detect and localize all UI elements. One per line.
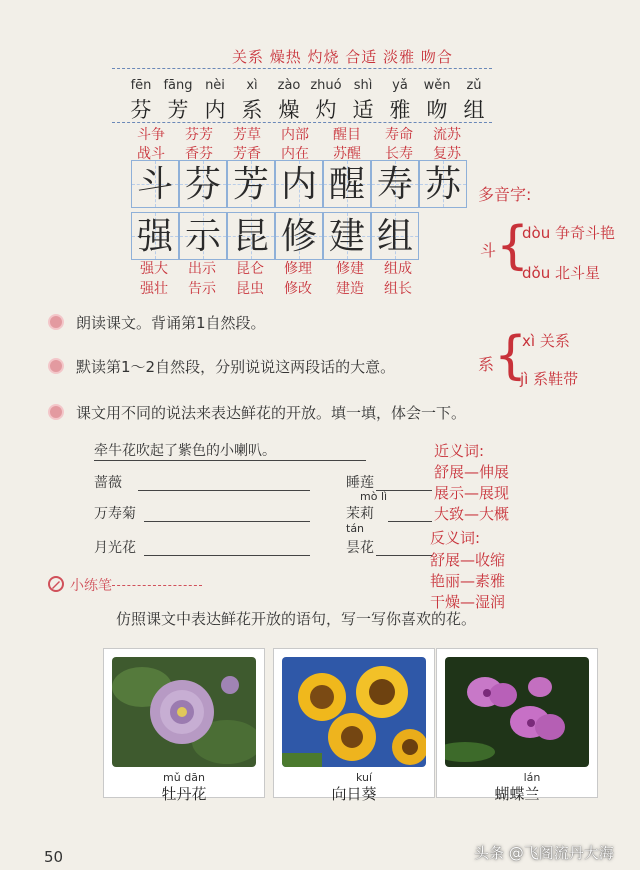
pinyin: yǎ bbox=[392, 78, 408, 93]
writing-grid-row-1 bbox=[131, 160, 471, 210]
word: 寿命 bbox=[385, 127, 413, 143]
fill-label-moli: 茉莉 bbox=[346, 506, 374, 522]
word: 组长 bbox=[384, 281, 412, 297]
word: 芬芳 bbox=[185, 127, 213, 143]
task-bullet-icon bbox=[48, 358, 64, 374]
fill-label-yueguanghua: 月光花 bbox=[94, 540, 136, 556]
pinyin-divider bbox=[112, 122, 492, 123]
character: 内 bbox=[204, 98, 226, 122]
grid-cell: 斗 bbox=[131, 160, 179, 208]
brace-icon: { bbox=[496, 216, 530, 276]
flower-card-peony bbox=[103, 648, 265, 803]
blank-line[interactable] bbox=[376, 555, 432, 556]
character: 组 bbox=[463, 98, 485, 122]
writing-grid-row-2 bbox=[131, 212, 431, 262]
word: 昆虫 bbox=[236, 281, 264, 297]
fill-example: 牵牛花吹起了紫色的小喇叭。 bbox=[94, 443, 276, 459]
practice-divider bbox=[112, 585, 202, 586]
word: 复苏 bbox=[433, 146, 461, 162]
practice-instruction: 仿照课文中表达鲜花开放的语句，写一写你喜欢的花。 bbox=[116, 610, 477, 628]
antonym-item: 艳丽—素雅 bbox=[430, 572, 506, 590]
character: 芳 bbox=[167, 98, 189, 122]
grid-cell: 强 bbox=[131, 212, 179, 260]
orchid-photo bbox=[445, 657, 589, 767]
word: 修理 bbox=[284, 261, 312, 277]
pencil-icon bbox=[48, 576, 64, 592]
fill-label-wanshouju: 万寿菊 bbox=[94, 506, 136, 522]
grid-cell: 芳 bbox=[227, 160, 275, 208]
flower-name: 牡丹花 bbox=[161, 785, 207, 803]
word: 组成 bbox=[384, 261, 412, 277]
word: 内在 bbox=[281, 146, 309, 162]
polyphone-char-dou: 斗 bbox=[480, 241, 497, 260]
polyphone-dou-reading-2: dǒu 北斗星 bbox=[522, 264, 600, 282]
flower-card-orchid bbox=[436, 648, 598, 803]
example-underline bbox=[94, 460, 366, 461]
word: 芳草 bbox=[233, 127, 261, 143]
word: 斗争 bbox=[137, 127, 165, 143]
character: 适 bbox=[352, 98, 374, 122]
task-1: 朗读课文。背诵第1自然段。 bbox=[76, 314, 266, 332]
blank-line[interactable] bbox=[144, 555, 310, 556]
word: 强壮 bbox=[140, 281, 168, 297]
pinyin-tan: tán bbox=[346, 522, 365, 535]
synonym-item: 大致—大概 bbox=[434, 505, 510, 523]
word: 苏醒 bbox=[333, 146, 361, 162]
word: 流苏 bbox=[433, 127, 461, 143]
word: 战斗 bbox=[137, 146, 165, 162]
pinyin: zǔ bbox=[466, 78, 482, 93]
pinyin-char-row bbox=[118, 78, 488, 122]
flower-card-sunflower bbox=[273, 648, 435, 803]
watermark: 头条 @飞阁流丹大海 bbox=[474, 844, 614, 862]
practice-title: 小练笔 bbox=[70, 578, 112, 594]
grid-cell: 内 bbox=[275, 160, 323, 208]
word: 修改 bbox=[284, 281, 312, 297]
polyphone-xi-reading-1: xì 关系 bbox=[522, 332, 570, 350]
grid-cell: 醒 bbox=[323, 160, 371, 208]
word: 芳香 bbox=[233, 146, 261, 162]
grid-cell: 组 bbox=[371, 212, 419, 260]
blank-line[interactable] bbox=[144, 521, 310, 522]
header-words: 关系 燥热 灼烧 合适 淡雅 吻合 bbox=[232, 48, 453, 66]
word: 出示 bbox=[188, 261, 216, 277]
word: 醒目 bbox=[333, 127, 361, 143]
flower-name: 蝴蝶兰 bbox=[494, 785, 540, 803]
polyphone-char-xi: 系 bbox=[478, 355, 495, 374]
word: 内部 bbox=[281, 127, 309, 143]
header-divider bbox=[112, 68, 492, 69]
word: 昆仑 bbox=[236, 261, 264, 277]
character: 系 bbox=[241, 98, 263, 122]
words-top bbox=[137, 124, 477, 164]
task-2: 默读第1～2自然段，分别说说这两段话的大意。 bbox=[76, 358, 396, 376]
word: 建造 bbox=[336, 281, 364, 297]
word: 告示 bbox=[188, 281, 216, 297]
grid-cell: 建 bbox=[323, 212, 371, 260]
word: 香芬 bbox=[185, 146, 213, 162]
polyphone-xi-reading-2: jì 系鞋带 bbox=[520, 370, 579, 388]
synonym-item: 展示—展现 bbox=[434, 484, 510, 502]
pinyin-moli: mò lì bbox=[360, 490, 388, 503]
words-bottom bbox=[140, 258, 440, 298]
antonyms-title: 反义词: bbox=[430, 529, 481, 547]
fill-label-tanhua: 昙花 bbox=[346, 540, 374, 556]
grid-cell: 修 bbox=[275, 212, 323, 260]
peony-photo bbox=[112, 657, 256, 767]
grid-cell: 寿 bbox=[371, 160, 419, 208]
blank-line[interactable] bbox=[138, 490, 310, 491]
synonym-item: 舒展—伸展 bbox=[434, 463, 510, 481]
pinyin: wěn bbox=[423, 78, 451, 93]
word: 强大 bbox=[140, 261, 168, 277]
grid-cell: 苏 bbox=[419, 160, 467, 208]
antonym-item: 舒展—收缩 bbox=[430, 551, 506, 569]
flower-pinyin: mǔ dān bbox=[163, 771, 205, 784]
synonyms-title: 近义词: bbox=[434, 442, 485, 460]
pinyin: shì bbox=[353, 78, 373, 93]
task-bullet-icon bbox=[48, 314, 64, 330]
pinyin: fāng bbox=[163, 78, 193, 93]
grid-cell: 示 bbox=[179, 212, 227, 260]
task-bullet-icon bbox=[48, 404, 64, 420]
pinyin: xì bbox=[246, 78, 258, 93]
character: 吻 bbox=[426, 98, 448, 122]
blank-line[interactable] bbox=[388, 521, 432, 522]
fill-label-qiangwei: 蔷薇 bbox=[94, 475, 122, 491]
task-3: 课文用不同的说法来表达鲜花的开放。填一填，体会一下。 bbox=[76, 404, 467, 422]
grid-cell: 芬 bbox=[179, 160, 227, 208]
character: 芬 bbox=[130, 98, 152, 122]
brace-icon: { bbox=[494, 326, 528, 386]
page-number: 50 bbox=[44, 848, 64, 866]
character: 灼 bbox=[315, 98, 337, 122]
character: 燥 bbox=[278, 98, 300, 122]
pinyin: zào bbox=[277, 78, 301, 93]
polyphone-dou-reading-1: dòu 争奇斗艳 bbox=[522, 224, 615, 242]
pinyin: nèi bbox=[205, 78, 225, 93]
flower-pinyin: lán bbox=[523, 771, 541, 784]
polyphone-title: 多音字: bbox=[478, 185, 532, 204]
sunflower-photo bbox=[282, 657, 426, 767]
fill-label-shuilian: 睡莲 bbox=[346, 475, 374, 491]
pinyin: fēn bbox=[130, 78, 152, 93]
grid-cell: 昆 bbox=[227, 212, 275, 260]
antonym-item: 干燥—湿润 bbox=[430, 593, 506, 611]
pinyin: zhuó bbox=[310, 78, 342, 93]
flower-name: 向日葵 bbox=[331, 785, 377, 803]
word: 长寿 bbox=[385, 146, 413, 162]
flower-pinyin: kuí bbox=[355, 771, 373, 784]
word: 修建 bbox=[336, 261, 364, 277]
character: 雅 bbox=[389, 98, 411, 122]
